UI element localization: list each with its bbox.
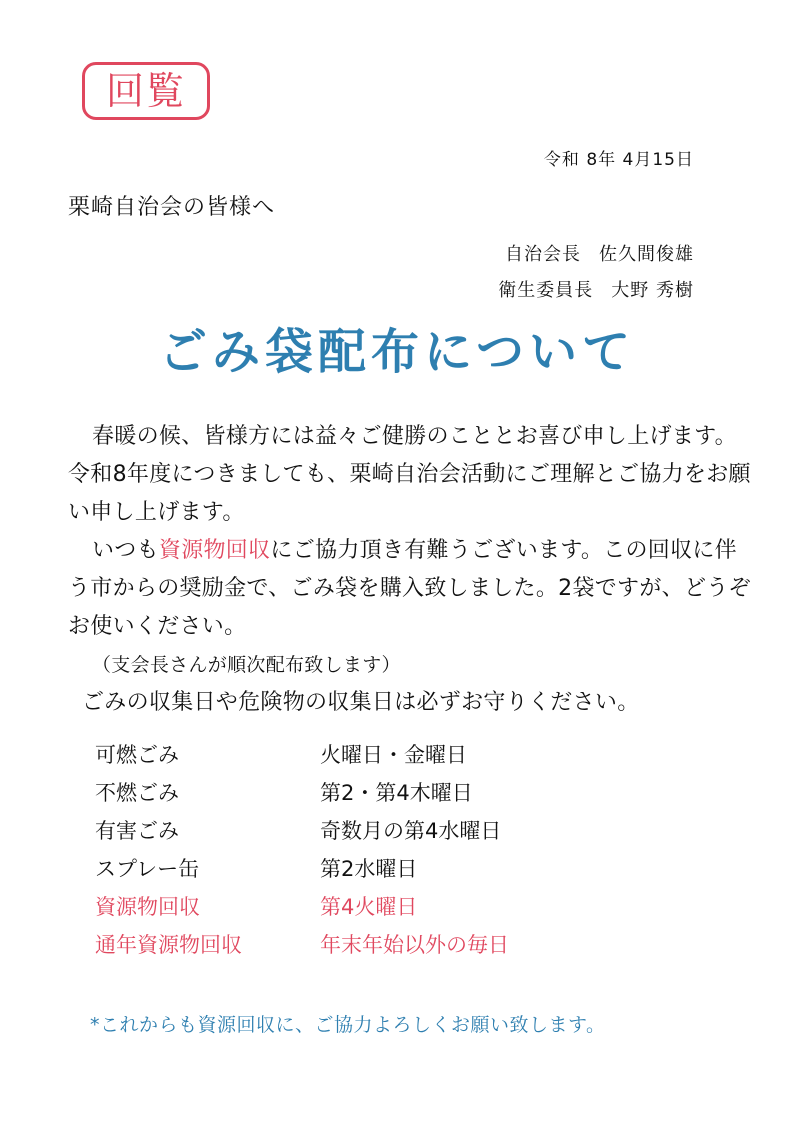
thanks-paragraph — [68, 532, 758, 646]
schedule-row — [95, 773, 509, 811]
schedule-row — [95, 887, 509, 925]
schedule-value: 第4火曜日 — [320, 895, 418, 919]
closing-note: *これからも資源回収に、ご協力よろしくお願い致します。 — [90, 1014, 606, 1036]
resource-collection-highlight: 資源物回収 — [158, 538, 271, 563]
schedule-value: 第2水曜日 — [320, 857, 418, 881]
schedule-label: 通年資源物回収 — [95, 933, 242, 957]
schedule-label: 可燃ごみ — [95, 743, 179, 767]
schedule-label: 有害ごみ — [95, 819, 179, 843]
sender-name: 大野 秀樹 — [611, 280, 694, 301]
sender-chairman — [505, 240, 694, 266]
schedule-intro: ごみの収集日や危険物の収集日は必ずお守りください。 — [82, 690, 640, 715]
collection-schedule — [95, 735, 509, 963]
document-date: 令和 8年 4月15日 — [543, 150, 694, 170]
schedule-row — [95, 925, 509, 963]
sender-sanitation-head — [498, 276, 694, 302]
addressee: 栗崎自治会の皆様へ — [68, 195, 276, 220]
paragraph-text: いつも — [92, 538, 159, 563]
distribution-note: （支会長さんが順次配布致します） — [92, 654, 401, 676]
letter-body — [68, 418, 758, 722]
page-title: ごみ袋配布について — [158, 324, 636, 380]
schedule-value: 第2・第4木曜日 — [320, 781, 473, 805]
schedule-label: 不燃ごみ — [95, 781, 179, 805]
circulation-stamp: 回覧 — [82, 62, 210, 120]
paragraph-text: にご協力頂き有難うございます。この回収に伴う市からの奨励金で、ごみ袋を購入致しました。2袋ですが、どうぞお使いください。 — [68, 538, 751, 639]
schedule-label: スプレー缶 — [95, 857, 200, 881]
schedule-label: 資源物回収 — [95, 895, 200, 919]
schedule-value: 年末年始以外の毎日 — [320, 933, 509, 957]
greeting-paragraph: 春暖の候、皆様方には益々ご健勝のこととお喜び申し上げます。令和8年度につきましても、栗崎自治会活動にご理解とご協力をお願い申し上げます。 — [68, 424, 751, 525]
schedule-row — [95, 849, 509, 887]
schedule-value: 火曜日・金曜日 — [320, 743, 467, 767]
schedule-value: 奇数月の第4水曜日 — [320, 819, 502, 843]
sender-name: 佐久間俊雄 — [599, 244, 694, 265]
schedule-row — [95, 735, 509, 773]
sender-role: 衛生委員長 — [498, 280, 594, 301]
schedule-row — [95, 811, 509, 849]
sender-role: 自治会長 — [505, 244, 581, 265]
